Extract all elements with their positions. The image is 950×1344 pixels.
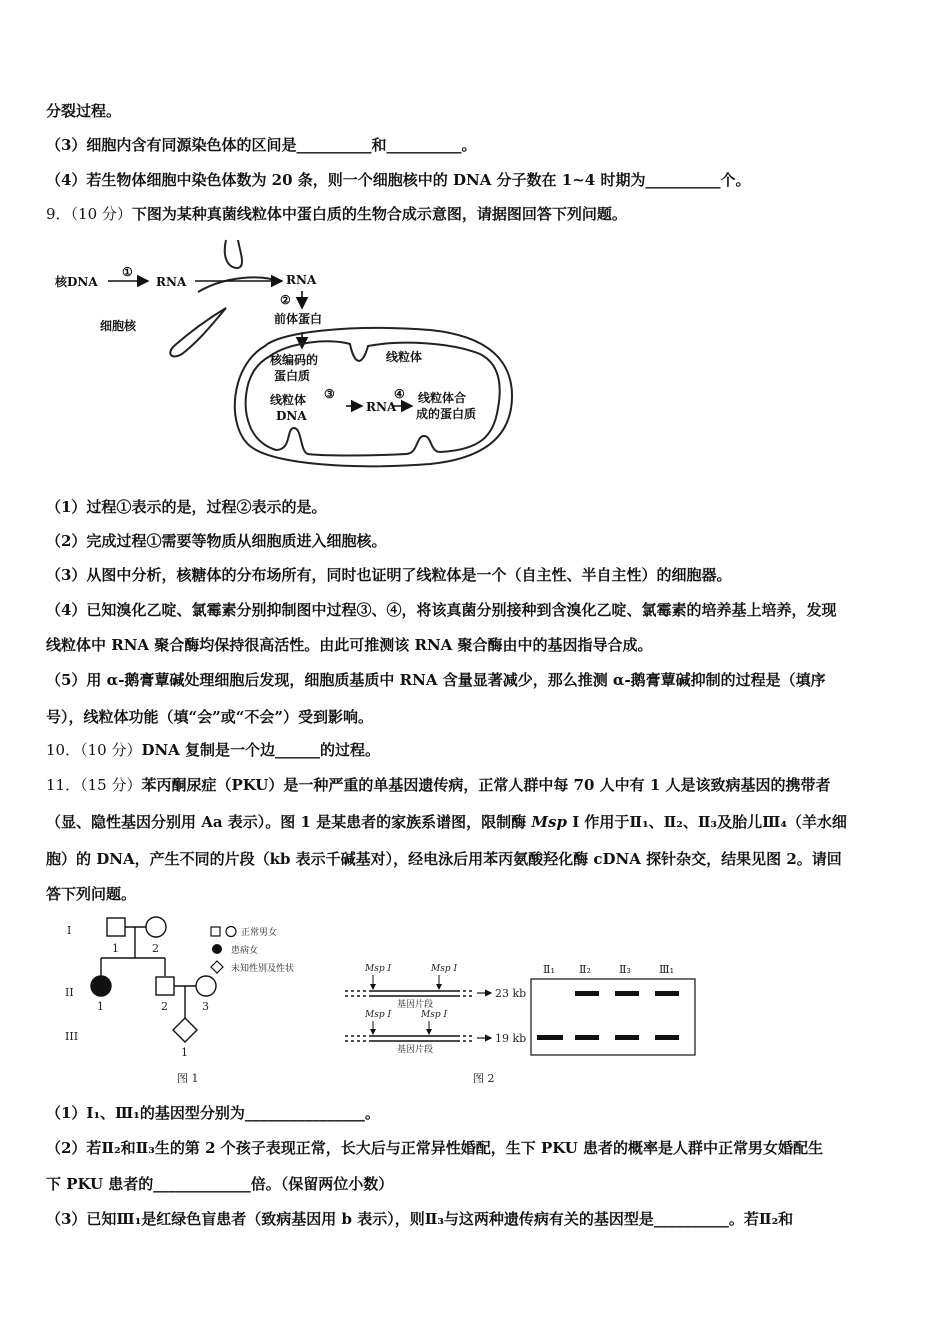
mitochondrion-label: 线粒体 [386,350,423,364]
individual-number: 3 [202,1000,209,1013]
band-23kb-lane4 [655,991,679,996]
precursor-protein-label: 前体蛋白 [274,312,323,326]
mito-synthesized-protein-label: 线粒体合 [418,391,467,405]
question-11-1: （1）I₁、Ⅲ₁的基因型分别为________________。 [46,1104,380,1122]
question-8-3: （3）细胞内含有同源染色体的区间是__________和__________。 [46,136,477,154]
female-normal-symbol [146,917,166,937]
band-19kb-lane2 [575,1035,599,1040]
band-23kb-lane2 [575,991,599,996]
question-number: 11．（15 分） [46,776,142,794]
question-10 [46,740,906,760]
male-normal-symbol [156,977,174,995]
enzyme-site-label: Msp I [431,964,458,974]
legend-affected: 患病女 [231,946,259,956]
individual-number: 2 [161,1000,168,1013]
rna-label: RNA [366,400,397,414]
question-text: DNA 复制是一个边______的过程。 [141,741,381,759]
lane-label: Ⅱ₂ [579,963,591,976]
individual-number: 1 [97,1000,104,1013]
individual-number: 1 [181,1046,188,1059]
question-11-stem [46,775,906,795]
step-2-label: ② [280,293,291,307]
question-11-stem-cont: 答下列问题。 [46,885,137,903]
size-label-23kb: 23 kb [495,987,527,1000]
lane-label: Ⅱ₃ [619,963,631,976]
lane-label: Ⅱ₁ [543,963,555,976]
rna-label: RNA [156,275,187,289]
female-normal-symbol [196,976,216,996]
legend-normal: 正常男女 [241,928,278,938]
question-9-2: （2）完成过程①需要等物质从细胞质进入细胞核。 [46,532,387,550]
gel-box [531,979,695,1055]
question-9-1: （1）过程①表示的是，过程②表示的是。 [46,498,327,516]
mitochondria-protein-synthesis-diagram [50,236,520,476]
question-8-4: （4）若生物体细胞中染色体数为 20 条，则一个细胞核中的 DNA 分子数在 1~4 时期为__________个。 [46,171,751,189]
nuclear-envelope [198,277,280,292]
question-11-3: （3）已知Ⅲ₁是红绿色盲患者（致病基因用 b 表示），则Ⅱ₃与这两种遗传病有关的基因型是__________。若Ⅱ₂和 [46,1210,794,1228]
generation-label: II [65,986,74,999]
question-text: 下图为某种真菌线粒体中蛋白质的生物合成示意图，请据图回答下列问题。 [131,205,627,223]
question-11-2: （2）若Ⅱ₂和Ⅱ₃生的第 2 个孩子表现正常，长大后与正常异性婚配，生下 PKU 患者的概率是人群中正常男女婚配生 [46,1139,824,1157]
step-3-label: ③ [324,387,335,401]
lane-label: Ⅲ₁ [659,963,675,976]
question-9-3: （3）从图中分析，核糖体的分布场所有，同时也证明了线粒体是一个（自主性、半自主性）的细胞器。 [46,566,732,584]
question-number: 10．（10 分） [46,741,142,759]
individual-number: 1 [112,942,119,955]
band-23kb-lane3 [615,991,639,996]
male-normal-symbol [107,918,125,936]
electrophoresis-figure-2 [345,955,700,1090]
pedigree-figure-1 [55,910,355,1090]
enzyme-site-label: Msp I [365,1010,392,1020]
question-11-stem-cont: 胞）的 DNA，产生不同的片段（kb 表示千碱基对），经电泳后用苯丙氨酸羟化酶 cDNA 探针杂交，结果见图 2。请回 [46,850,842,868]
rna-label: RNA [286,273,317,287]
band-19kb-lane4 [655,1035,679,1040]
generation-label: I [67,924,72,937]
legend-unknown: 未知性别及性状 [231,964,295,974]
step-4-label: ④ [394,387,405,401]
question-9-5: （5）用 α-鹅膏蕈碱处理细胞后发现，细胞质基质中 RNA 含量显著减少，那么推测 α-鹅膏蕈碱抑制的过程是（填序 [46,671,826,689]
question-9-4-cont: 线粒体中 RNA 聚合酶均保持很高活性。由此可推测该 RNA 聚合酶由中的基因指导合成。 [46,636,653,654]
nuclear-envelope [225,240,242,268]
nucleus-label: 细胞核 [100,319,137,333]
step-1-label: ① [122,265,133,279]
question-11-stem-cont [46,812,906,832]
mito-synthesized-protein-label: 成的蛋白质 [416,407,477,421]
enzyme-name: Msp [531,813,567,831]
text-line: 分裂过程。 [46,102,122,120]
band-19kb-lane1 [537,1035,563,1040]
band-19kb-lane3 [615,1035,639,1040]
nuclear-encoded-protein-label: 蛋白质 [274,369,311,383]
unknown-sex-symbol [173,1018,197,1042]
gene-fragment-label: 基因片段 [397,1000,434,1010]
nuclear-dna-label: 核DNA [55,275,98,289]
nuclear-envelope-pore-segment [170,308,226,356]
question-11-2-cont: 下 PKU 患者的_____________倍。（保留两位小数） [46,1175,394,1193]
individual-number: 2 [152,942,159,955]
enzyme-site-label: Msp I [365,964,392,974]
generation-label: III [65,1030,79,1043]
question-text: 苯丙酮尿症（PKU）是一种严重的单基因遗传病，正常人群中每 70 人中有 1 人是该致病基因的携带者 [141,776,831,794]
gene-fragment-label: 基因片段 [397,1045,434,1055]
question-number: 9．（10 分） [46,205,132,223]
size-label-19kb: 19 kb [495,1032,527,1045]
question-9-5-cont: 号），线粒体功能（填“会”或“不会”）受到影响。 [46,708,374,726]
question-text: （显、隐性基因分别用 Aa 表示）。图 1 是某患者的家族系谱图，限制酶 [46,813,532,831]
female-affected-symbol [91,976,111,996]
question-9-stem [46,204,906,224]
question-9-4: （4）已知溴化乙啶、氯霉素分别抑制图中过程③、④，将该真菌分别接种到含溴化乙啶、氯霉素的培养基上培养，发现 [46,601,837,619]
figure-caption: 图 1 [177,1072,199,1085]
enzyme-site-label: Msp I [421,1010,448,1020]
nuclear-encoded-protein-label: 核编码的 [270,353,319,367]
question-text: I 作用于Ⅱ₁、Ⅱ₂、Ⅱ₃及胎儿Ⅲ₄（羊水细 [566,813,847,831]
figure-caption: 图 2 [473,1072,495,1085]
mito-dna-label: DNA [276,409,307,423]
mito-dna-label: 线粒体 [270,393,307,407]
